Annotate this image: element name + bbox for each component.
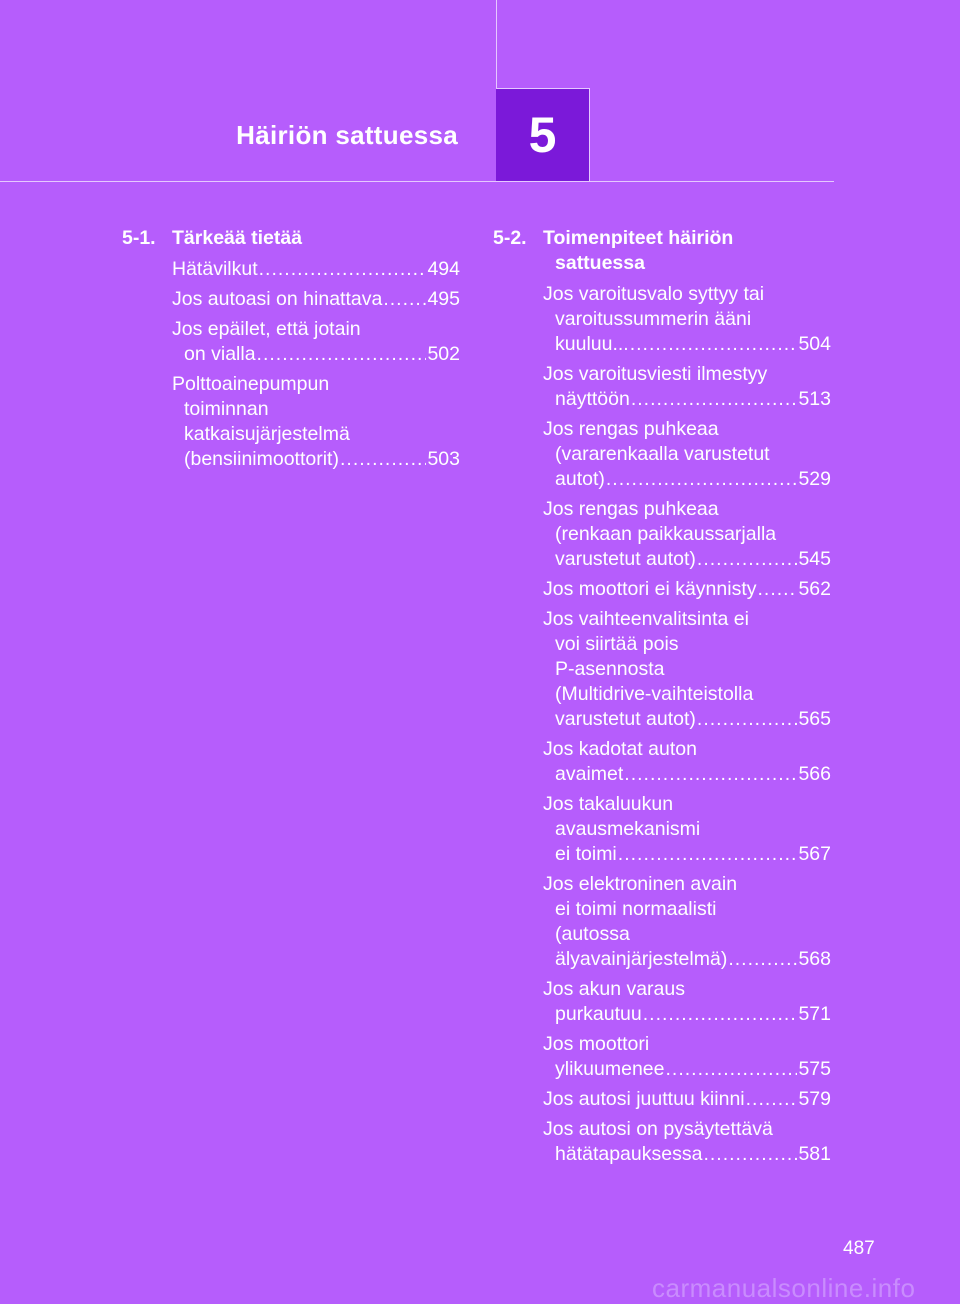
toc-page-number: 567	[798, 843, 831, 865]
toc-entry-text: näyttöön	[555, 388, 630, 410]
section-title-line: Toimenpiteet häiriön	[543, 227, 734, 249]
toc-entry-text: autot)	[555, 468, 605, 490]
toc-entry-text: Jos akun varaus	[543, 978, 685, 1000]
section-heading	[122, 226, 460, 251]
toc-entry-text: P-asennosta	[555, 658, 665, 680]
toc-page-number: 562	[798, 578, 831, 600]
toc-entry-text: Jos varoitusviesti ilmestyy	[543, 363, 768, 385]
toc-entry[interactable]	[493, 737, 831, 787]
toc-entry-text: hätätapauksessa	[555, 1143, 703, 1165]
toc-entry[interactable]	[493, 607, 831, 732]
toc-entry[interactable]	[122, 257, 460, 282]
toc-entry-text: Hätävilkut	[172, 258, 258, 280]
toc-entry-text: (vararenkaalla varustetut	[555, 443, 770, 465]
toc-entry-text: (autossa	[555, 923, 630, 945]
dot-leader	[665, 1057, 797, 1082]
chapter-number: 5	[528, 107, 557, 163]
toc-page-number: 529	[798, 468, 831, 490]
toc-entry-text: varoitussummerin ääni	[555, 308, 752, 330]
toc-page-number: 502	[427, 343, 460, 365]
section-number: 5-2.	[493, 227, 527, 249]
toc-entry[interactable]	[493, 1087, 831, 1112]
toc-page-number: 504	[798, 333, 831, 355]
toc-entry[interactable]	[493, 977, 831, 1027]
toc-entry-text: Jos moottori	[543, 1033, 650, 1055]
toc-page-number: 513	[798, 388, 831, 410]
toc-entry-text: purkautuu	[555, 1003, 642, 1025]
toc-entry[interactable]	[493, 362, 831, 412]
toc-entry[interactable]	[493, 1117, 831, 1167]
toc-entry[interactable]	[493, 417, 831, 492]
toc-entry-text: Polttoainepumpun	[172, 373, 330, 395]
toc-entry-text: ei toimi	[555, 843, 617, 865]
toc-entry[interactable]	[122, 287, 460, 312]
toc-entry-text: Jos rengas puhkeaa	[543, 418, 719, 440]
toc-entry[interactable]	[493, 872, 831, 972]
toc-entry-text: voi siirtää pois	[555, 633, 679, 655]
dot-leader	[340, 447, 426, 472]
toc-entry-text: ei toimi normaalisti	[555, 898, 717, 920]
toc-page-number: 579	[798, 1088, 831, 1110]
dot-leader	[259, 257, 427, 282]
toc-column-left	[122, 226, 460, 477]
toc-page-number: 503	[427, 448, 460, 470]
dot-leader	[643, 1002, 798, 1027]
toc-entry-text: Jos autoasi on hinattava	[172, 288, 383, 310]
toc-entry-text: varustetut autot)	[555, 548, 696, 570]
dot-leader	[697, 707, 798, 732]
dot-leader	[703, 1142, 797, 1167]
chapter-number-tab	[496, 88, 590, 181]
toc-entry-text: Jos autosi juuttuu kiinni	[543, 1088, 745, 1110]
toc-page-number: 565	[798, 708, 831, 730]
dot-leader	[624, 762, 797, 787]
dot-leader	[631, 387, 798, 412]
page-number: 487	[843, 1238, 875, 1259]
toc-entry-text: varustetut autot)	[555, 708, 696, 730]
chapter-title: Häiriön sattuessa	[236, 120, 458, 150]
toc-entry[interactable]	[493, 282, 831, 357]
toc-entry-text: ylikuumenee	[555, 1058, 665, 1080]
section-title	[543, 226, 831, 276]
toc-entry-text: kuuluu...	[555, 333, 629, 355]
toc-entry-text: Jos varoitusvalo syttyy tai	[543, 283, 765, 305]
toc-entry-text: toiminnan	[184, 398, 269, 420]
toc-entry-text: Jos takaluukun	[543, 793, 674, 815]
toc-entry-text: on vialla	[184, 343, 256, 365]
toc-entry-text: Jos kadotat auton	[543, 738, 697, 760]
toc-entry[interactable]	[493, 1032, 831, 1082]
toc-entry-text: (Multidrive-vaihteistolla	[555, 683, 754, 705]
section-title-line: sattuessa	[555, 252, 645, 274]
toc-page-number: 568	[798, 948, 831, 970]
toc-column-right	[493, 226, 831, 1172]
toc-entry-text: avausmekanismi	[555, 818, 701, 840]
dot-leader	[618, 842, 798, 867]
toc-page-number: 575	[798, 1058, 831, 1080]
section-title-line: Tärkeää tietää	[172, 227, 303, 249]
toc-entry-text: Jos rengas puhkeaa	[543, 498, 719, 520]
toc-page-number: 545	[798, 548, 831, 570]
toc-entry-text: katkaisujärjestelmä	[184, 423, 350, 445]
toc-page-number: 581	[798, 1143, 831, 1165]
dot-leader	[257, 342, 427, 367]
toc-entry[interactable]	[122, 372, 460, 472]
toc-entry-text: Jos autosi on pysäytettävä	[543, 1118, 773, 1140]
watermark: carmanualsonline.info	[652, 1273, 916, 1303]
toc-page-number: 571	[798, 1003, 831, 1025]
toc-entry[interactable]	[493, 497, 831, 572]
toc-entry-text: Jos epäilet, että jotain	[172, 318, 361, 340]
dot-leader	[630, 332, 798, 357]
dot-leader	[758, 577, 798, 602]
dot-leader	[697, 547, 798, 572]
toc-entry-text: Jos elektroninen avain	[543, 873, 738, 895]
toc-entry-text: (bensiinimoottorit)	[184, 448, 339, 470]
toc-page-number: 494	[427, 258, 460, 280]
toc-entry[interactable]	[122, 317, 460, 367]
toc-entry-text: Jos moottori ei käynnisty	[543, 578, 757, 600]
section-heading	[493, 226, 831, 276]
toc-entry-text: älyavainjärjestelmä)	[555, 948, 728, 970]
section-title	[172, 226, 460, 251]
dot-leader	[746, 1087, 798, 1112]
dot-leader	[728, 947, 797, 972]
section-number: 5-1.	[122, 227, 156, 249]
toc-page-number: 495	[427, 288, 460, 310]
toc-entry[interactable]	[493, 577, 831, 602]
toc-entry[interactable]	[493, 792, 831, 867]
toc-page-number: 566	[798, 763, 831, 785]
dot-leader	[606, 467, 798, 492]
toc-entry-text: avaimet	[555, 763, 624, 785]
dot-leader	[383, 287, 426, 312]
header-horizontal-rule	[0, 181, 834, 182]
toc-entry-text: (renkaan paikkaussarjalla	[555, 523, 777, 545]
toc-entry-text: Jos vaihteenvalitsinta ei	[543, 608, 749, 630]
